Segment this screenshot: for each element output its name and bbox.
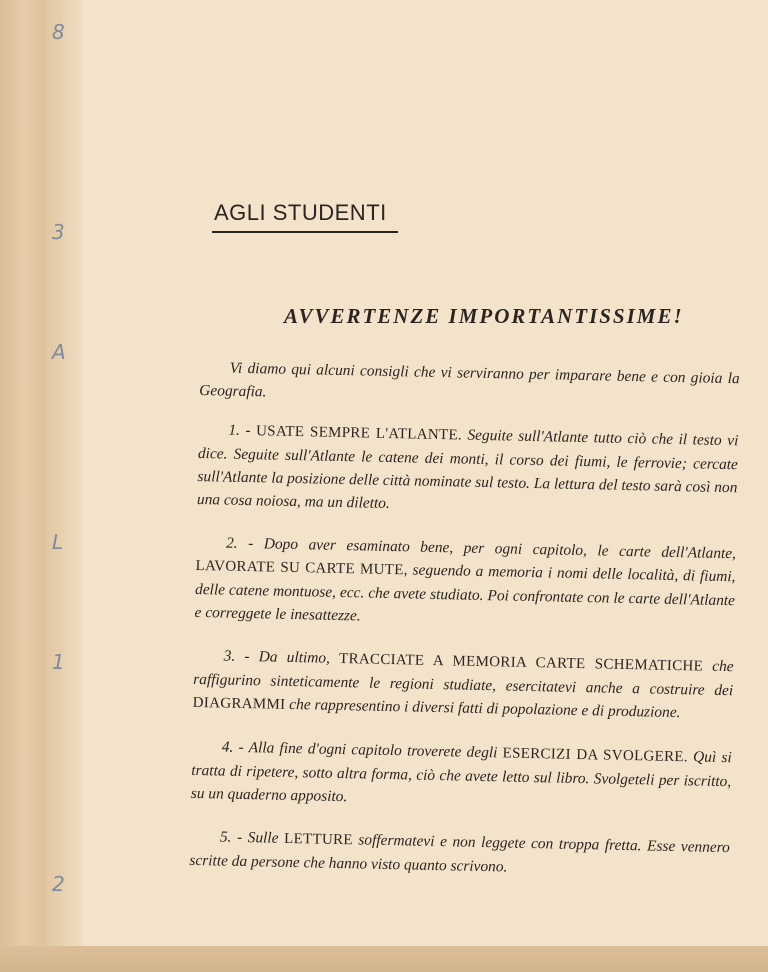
paragraph-number: 1. -	[228, 421, 251, 440]
page-edge	[46, 0, 82, 972]
paragraph-number: 4. -	[221, 738, 244, 756]
margin-mark: A	[52, 340, 66, 364]
emphasis-caps: LETTURE	[283, 830, 353, 849]
margin-mark: L	[52, 530, 64, 554]
emphasis-caps: TRACCIATE A MEMORIA CARTE SCHEMATICHE	[338, 650, 704, 675]
page-bottom-edge	[0, 946, 768, 972]
emphasis-caps: ESERCIZI DA SVOLGERE.	[502, 745, 689, 766]
emphasis-caps: USATE SEMPRE L'ATLANTE.	[255, 423, 463, 444]
paragraph-text: seguendo a memoria i nomi delle località, di fiumi, delle catene montuose, ecc. che avete studiato. Poi confrontate con le carte dell'Atlante e correggete le inesattezze.	[194, 561, 736, 625]
paragraph-text: Quì si tratta di ripetere, sotto altra forma, ciò che avete letto sul libro. Svolgeteli per iscritto, su un quaderno apposito.	[190, 748, 732, 806]
paragraph-1	[197, 418, 739, 522]
paragraph-3	[192, 644, 733, 726]
paragraph-text: soffermatevi e non leggete con troppa fretta. Esse vennero scritte da persone che hanno visto quanto scrivono.	[189, 831, 730, 876]
paragraph-number: 3. -	[223, 647, 250, 666]
paragraph-text: Alla fine d'ogni capitolo troverete degli	[243, 739, 503, 762]
page-heading: AGLI STUDENTI	[214, 200, 387, 225]
paragraph-text: Da ultimo,	[249, 648, 340, 667]
paragraph-text: Dopo aver esaminato bene, per ogni capitolo, le carte dell'Atlante,	[253, 535, 737, 563]
margin-mark: 2	[52, 872, 65, 896]
paragraph-text: Sulle	[241, 828, 285, 847]
emphasis-caps: DIAGRAMMI	[192, 694, 286, 713]
paragraph-4	[191, 735, 732, 816]
paragraph-text: che raffigurino sinteticamente le regioni studiate, esercitatevi anche a costruire dei	[193, 657, 734, 700]
paragraph-number: 5. -	[219, 828, 243, 846]
paragraph-2	[194, 531, 736, 635]
margin-mark: 8	[52, 20, 65, 44]
book-spine	[0, 0, 47, 972]
emphasis-caps: LAVORATE SU CARTE MUTE,	[195, 557, 408, 579]
body-text	[189, 356, 740, 903]
margin-mark: 3	[52, 220, 65, 244]
margin-mark: 1	[52, 650, 65, 674]
intro-paragraph: Vi diamo qui alcuni consigli che vi serviranno per imparare bene e con gioia la Geografia.	[199, 359, 740, 401]
heading-underline	[212, 231, 398, 233]
paragraph-text: Seguite sull'Atlante tutto ciò che il testo vi dice. Seguite sull'Atlante le catene dei monti, il corso dei fiumi, le ferrovie; cercate sull'Atlante la posizione delle città nominate sul testo. La lettura del testo sarà così non una cosa noiosa, ma un diletto.	[196, 426, 739, 513]
paragraph-number: 2. -	[225, 534, 254, 553]
paragraph-5	[189, 825, 730, 883]
paragraph-text: che rappresentino i diversi fatti di popolazione e di produzione.	[285, 695, 681, 722]
section-subheading: AVVERTENZE IMPORTANTISSIME!	[284, 304, 684, 328]
